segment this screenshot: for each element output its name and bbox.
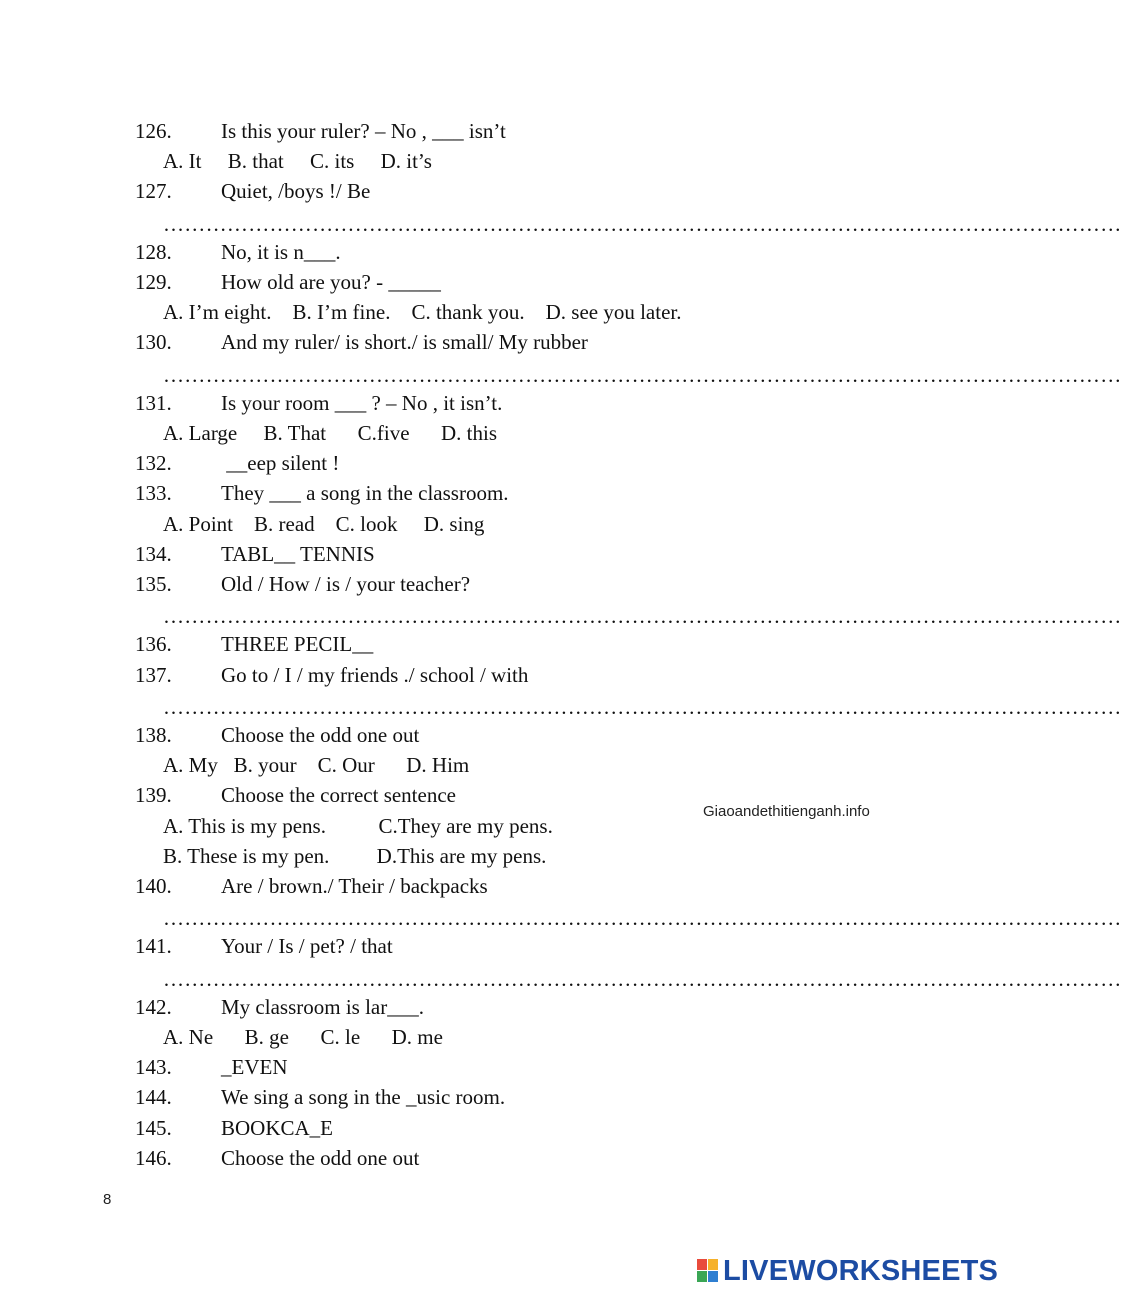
- question-number: 138.: [135, 723, 172, 747]
- answer-options: A. It B. that C. its D. it’s: [163, 149, 432, 173]
- answer-line[interactable]: ………………………………………………………………………………………………………………………: [163, 604, 1122, 628]
- question-text: Quiet, /boys !/ Be: [221, 179, 371, 203]
- question-number: 126.: [135, 119, 172, 143]
- question-text: They ___ a song in the classroom.: [221, 481, 509, 505]
- question-text: Is this your ruler? – No , ___ isn’t: [221, 119, 506, 143]
- liveworksheets-brand[interactable]: [697, 1254, 998, 1288]
- question-number: 135.: [135, 572, 172, 596]
- question-number: 142.: [135, 995, 172, 1019]
- question-number: 133.: [135, 481, 172, 505]
- question-text: Go to / I / my friends ./ school / with: [221, 663, 529, 687]
- question-text: How old are you? - _____: [221, 270, 441, 294]
- question-number: 129.: [135, 270, 172, 294]
- question-number: 136.: [135, 632, 172, 656]
- question-text: And my ruler/ is short./ is small/ My rubber: [221, 330, 588, 354]
- question-number: 146.: [135, 1146, 172, 1170]
- answer-line[interactable]: ………………………………………………………………………………………………………………………: [163, 906, 1122, 930]
- question-number: 134.: [135, 542, 172, 566]
- question-number: 130.: [135, 330, 172, 354]
- question-text: TABL__ TENNIS: [221, 542, 375, 566]
- question-number: 144.: [135, 1085, 172, 1109]
- question-number: 127.: [135, 179, 172, 203]
- liveworksheets-logo-icon: [697, 1259, 719, 1283]
- question-text: We sing a song in the _usic room.: [221, 1085, 506, 1109]
- brand-name: LIVEWORKSHEETS: [723, 1254, 999, 1287]
- question-text: __eep silent !: [221, 451, 340, 475]
- question-number: 141.: [135, 934, 172, 958]
- question-text: Choose the odd one out: [221, 723, 420, 747]
- question-text: BOOKCA_E: [221, 1116, 334, 1140]
- answer-line[interactable]: ………………………………………………………………………………………………………………………: [163, 695, 1122, 719]
- question-text: Your / Is / pet? / that: [221, 934, 393, 958]
- watermark-text: Giaoandethitienganh.info: [703, 803, 870, 820]
- question-number: 143.: [135, 1055, 172, 1079]
- question-text: Choose the odd one out: [221, 1146, 420, 1170]
- answer-options: A. I’m eight. B. I’m fine. C. thank you. D. see you later.: [163, 300, 682, 324]
- question-text: My classroom is lar___.: [221, 995, 424, 1019]
- question-text: Are / brown./ Their / backpacks: [221, 874, 488, 898]
- question-text: No, it is n___.: [221, 240, 341, 264]
- answer-line[interactable]: ………………………………………………………………………………………………………………………: [163, 212, 1122, 236]
- question-number: 132.: [135, 451, 172, 475]
- question-number: 128.: [135, 240, 172, 264]
- answer-line[interactable]: ………………………………………………………………………………………………………………………: [163, 967, 1122, 991]
- answer-options: A. Point B. read C. look D. sing: [163, 512, 485, 536]
- answer-options: B. These is my pen. D.This are my pens.: [163, 844, 547, 868]
- question-number: 140.: [135, 874, 172, 898]
- page-number: 8: [103, 1191, 112, 1208]
- question-number: 145.: [135, 1116, 172, 1140]
- question-text: _EVEN: [221, 1055, 288, 1079]
- question-number: 137.: [135, 663, 172, 687]
- answer-line[interactable]: ………………………………………………………………………………………………………………………: [163, 363, 1122, 387]
- question-text: Choose the correct sentence: [221, 783, 456, 807]
- question-text: Is your room ___ ? – No , it isn’t.: [221, 391, 503, 415]
- answer-options: A. Large B. That C.five D. this: [163, 421, 498, 445]
- question-text: THREE PECIL__: [221, 632, 374, 656]
- question-number: 131.: [135, 391, 172, 415]
- answer-options: A. This is my pens. C.They are my pens.: [163, 814, 553, 838]
- question-number: 139.: [135, 783, 172, 807]
- question-text: Old / How / is / your teacher?: [221, 572, 471, 596]
- answer-options: A. Ne B. ge C. le D. me: [163, 1025, 443, 1049]
- answer-options: A. My B. your C. Our D. Him: [163, 753, 470, 777]
